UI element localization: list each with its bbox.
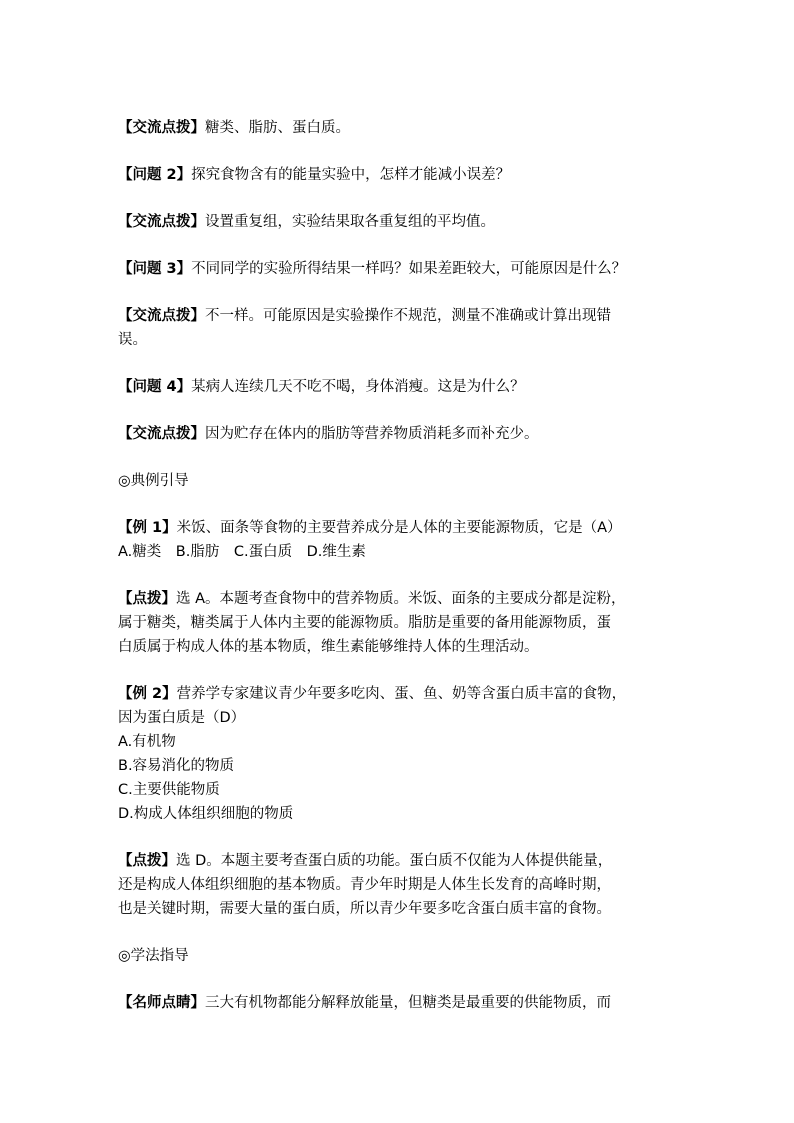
paragraph-line: 还是构成人体组织细胞的基本物质。青少年时期是人体生长发育的高峰时期， [118,877,611,893]
question-text: 营养学专家建议青少年要多吃肉、蛋、鱼、奶等含蛋白质丰富的食物， [176,686,627,702]
paragraph-line: 属于糖类，糖类属于人体内主要的能源物质。脂肪是重要的备用能源物质，蛋 [118,615,611,631]
exchange-hint-4 [118,422,684,446]
tag-label: 【问题 4】 [118,379,192,395]
teacher-tip [118,991,684,1015]
question-4 [118,375,684,399]
paragraph-text: 不一样。可能原因是实验操作不规范，测量不准确或计算出现错 [205,308,611,324]
tag-label: 【点拨】 [118,591,176,607]
tag-label: 【点拨】 [118,853,176,869]
hint-2 [118,849,684,921]
section-heading-methods: ◎学法指导 [118,948,189,964]
paragraph-line [118,304,684,328]
exchange-hint-3 [118,304,684,352]
example-1 [118,516,684,564]
paragraph-line: 白质属于构成人体的基本物质，维生素能够维持人体的生理活动。 [118,639,539,655]
paragraph-text: 不同同学的实验所得结果一样吗？如果差距较大，可能原因是什么？ [191,261,627,277]
answer-option: A.有机物 [118,734,176,750]
question-line [118,682,684,706]
paragraph-text: 设置重复组，实验结果取各重复组的平均值。 [205,214,495,230]
hint-1 [118,587,684,659]
answer-options: A.糖类 B.脂肪 C.蛋白质 D.维生素 [118,544,366,560]
question-line: 因为蛋白质是（D） [118,710,246,726]
tag-label: 【名师点睛】 [118,995,205,1011]
tag-label: 【交流点拨】 [118,308,205,324]
question-2 [118,163,684,187]
example-2 [118,682,684,826]
question-line [118,516,684,540]
paragraph-text: 三大有机物都能分解释放能量，但糖类是最重要的供能物质，而 [205,995,611,1011]
paragraph-text: 某病人连续几天不吃不喝，身体消瘦。这是为什么？ [191,379,525,395]
paragraph-line [118,587,684,611]
paragraph-text: 选 A。本题考查食物中的营养物质。米饭、面条的主要成分都是淀粉， [176,591,626,607]
section-heading-examples: ◎典例引导 [118,473,189,489]
answer-option: B.容易消化的物质 [118,758,235,774]
tag-label: 【例 2】 [118,686,177,702]
tag-label: 【问题 2】 [118,167,192,183]
document-page [118,116,684,1015]
question-3 [118,257,684,281]
tag-label: 【交流点拨】 [118,214,205,230]
answer-option: C.主要供能物质 [118,782,220,798]
exchange-hint-2 [118,210,684,234]
paragraph-line: 误。 [118,332,147,348]
question-text: 米饭、面条等食物的主要营养成分是人体的主要能源物质，它是（A） [176,520,622,536]
answer-option: D.构成人体组织细胞的物质 [118,806,294,822]
paragraph-text: 糖类、脂肪、蛋白质。 [205,120,350,136]
tag-label: 【问题 3】 [118,261,192,277]
paragraph-text: 因为贮存在体内的脂肪等营养物质消耗多而补充少。 [205,426,539,442]
paragraph-text: 选 D。本题主要考查蛋白质的功能。蛋白质不仅能为人体提供能量， [176,853,613,869]
tag-label: 【交流点拨】 [118,426,205,442]
tag-label: 【例 1】 [118,520,177,536]
tag-label: 【交流点拨】 [118,120,205,136]
paragraph-line: 也是关键时期，需要大量的蛋白质，所以青少年要多吃含蛋白质丰富的食物。 [118,901,611,917]
paragraph-text: 探究食物含有的能量实验中，怎样才能减小误差？ [191,167,511,183]
exchange-hint-1 [118,116,684,140]
paragraph-line [118,849,684,873]
